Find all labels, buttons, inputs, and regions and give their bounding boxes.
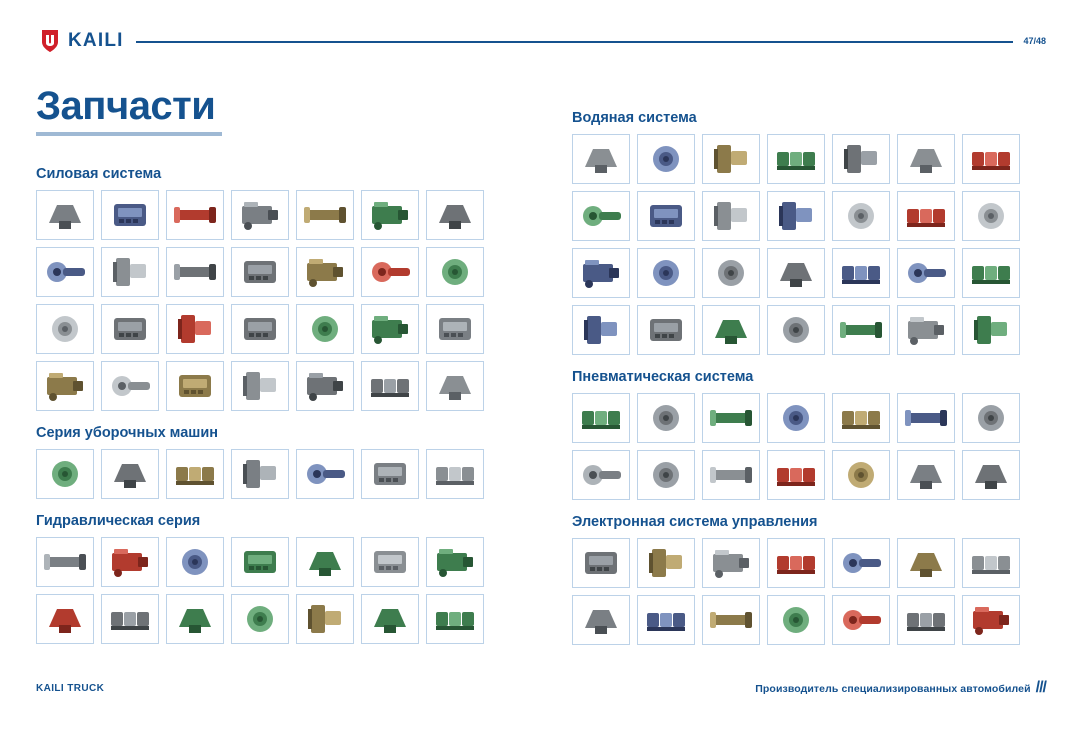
product-thumb-compact-motor-unit[interactable] (166, 247, 224, 297)
section-sweeper-series (36, 425, 506, 499)
header-divider (136, 41, 1014, 43)
product-thumb-pulse-valve[interactable] (832, 450, 890, 500)
product-thumb-drive-shaft[interactable] (36, 304, 94, 354)
product-thumb-red-pump-unit[interactable] (231, 594, 289, 644)
product-thumb-oil-seal-ring[interactable] (166, 304, 224, 354)
product-thumb-pump-assembly[interactable] (231, 247, 289, 297)
product-thumb-control-unit-dark[interactable] (832, 538, 890, 588)
product-thumb-sensor-pair[interactable] (767, 595, 825, 645)
product-thumb-white-tank-cap[interactable] (897, 191, 955, 241)
product-thumb-mounting-bracket[interactable] (36, 361, 94, 411)
product-thumb-air-valve-lever[interactable] (702, 450, 760, 500)
product-thumb-hose-fitting-set[interactable] (166, 594, 224, 644)
product-thumb-red-hydraulic-cylinder[interactable] (426, 594, 484, 644)
product-thumb-pump-head[interactable] (361, 304, 419, 354)
page-header (40, 28, 1046, 54)
product-thumb-sensor-housing[interactable] (231, 304, 289, 354)
product-thumb-curved-spray-arm[interactable] (637, 305, 695, 355)
section-title: Гидравлическая серия (36, 513, 201, 529)
product-thumb-cnc-display-panel[interactable] (897, 538, 955, 588)
product-thumb-pneumatic-solenoid-valve[interactable] (702, 393, 760, 443)
product-thumb-bent-spray-tube[interactable] (572, 191, 630, 241)
right-column (572, 110, 1042, 651)
product-thumb-control-valve-unit[interactable] (897, 595, 955, 645)
product-thumb-water-tank-gauge[interactable] (637, 191, 695, 241)
product-thumb-sweeper-arm-red[interactable] (36, 449, 94, 499)
section-power-system (36, 166, 506, 411)
product-thumb-transmission-housing[interactable] (36, 247, 94, 297)
product-thumb-hydraulic-filter-cylinder[interactable] (231, 537, 289, 587)
product-thumb-chrome-valve-pair[interactable] (702, 305, 760, 355)
product-thumb-spray-wand[interactable] (962, 191, 1020, 241)
page-footer (36, 679, 1046, 697)
footer-tagline-wrap (755, 679, 1046, 697)
page-number: 47/48 (1023, 36, 1046, 46)
product-thumb-aluminum-housing[interactable] (296, 361, 354, 411)
product-thumb-spray-boom-bar[interactable] (897, 305, 955, 355)
product-grid-water-system (572, 134, 1042, 355)
product-thumb-pipe-elbow-grey[interactable] (637, 248, 695, 298)
product-thumb-elbow-fitting-pair[interactable] (36, 594, 94, 644)
product-thumb-water-filter-cartridge[interactable] (897, 134, 955, 184)
product-thumb-black-valve-unit[interactable] (702, 191, 760, 241)
product-thumb-straight-spray-bar[interactable] (767, 305, 825, 355)
page-title-block (36, 86, 222, 136)
product-thumb-arrow-indicator-panel[interactable] (572, 595, 630, 645)
product-thumb-hydraulic-cylinder-chrome[interactable] (426, 537, 484, 587)
product-thumb-pressure-gauge[interactable] (361, 537, 419, 587)
product-thumb-solenoid-valve-blue[interactable] (962, 450, 1020, 500)
product-grid-pneumatic-system (572, 393, 1042, 500)
product-thumb-green-tee-fitting[interactable] (832, 191, 890, 241)
product-thumb-brass-nozzle[interactable] (166, 449, 224, 499)
product-thumb-white-nozzle-lance[interactable] (832, 134, 890, 184)
logo-text: KAILI (68, 30, 124, 51)
product-thumb-controller-black-box[interactable] (572, 538, 630, 588)
product-thumb-telescopic-wand[interactable] (572, 248, 630, 298)
product-thumb-green-hydraulic-cylinder[interactable] (361, 594, 419, 644)
product-thumb-hydraulic-valve-bank[interactable] (36, 537, 94, 587)
section-electronic-control (572, 514, 1042, 645)
product-thumb-gear-pump-brass[interactable] (296, 594, 354, 644)
product-thumb-radiator-core[interactable] (101, 304, 159, 354)
product-thumb-junction-box-grey[interactable] (702, 595, 760, 645)
section-title: Пневматическая система (572, 369, 754, 385)
product-thumb-blue-hose-reel[interactable] (897, 248, 955, 298)
product-thumb-nozzle-comb-bar[interactable] (832, 305, 890, 355)
product-thumb-solenoid-valve-bank[interactable] (637, 393, 695, 443)
product-grid-electronic-control (572, 538, 1042, 645)
product-thumb-blue-fittings-set[interactable] (637, 450, 695, 500)
product-thumb-blue-control-box[interactable] (101, 449, 159, 499)
title-underline (36, 132, 222, 136)
product-thumb-solenoid-water-valve[interactable] (962, 248, 1020, 298)
product-thumb-electric-motor-drive[interactable] (231, 190, 289, 240)
product-thumb-keypad-module[interactable] (767, 538, 825, 588)
product-thumb-blue-solenoid-valves[interactable] (166, 537, 224, 587)
product-thumb-cylinder-pair[interactable] (361, 449, 419, 499)
product-thumb-blue-electric-motor[interactable] (101, 247, 159, 297)
product-grid-sweeper-series (36, 449, 506, 499)
product-grid-hydraulic-series (36, 537, 506, 644)
product-thumb-red-fire-valve[interactable] (767, 134, 825, 184)
product-thumb-air-lubricator[interactable] (572, 450, 630, 500)
product-thumb-flywheel-disc[interactable] (426, 304, 484, 354)
product-thumb-pressure-gauge-round[interactable] (572, 393, 630, 443)
section-water-system (572, 110, 1042, 355)
section-title: Серия уборочных машин (36, 425, 219, 441)
product-thumb-frl-unit-triple[interactable] (897, 450, 955, 500)
section-title: Водяная система (572, 110, 697, 126)
product-thumb-hose-fitting-curved[interactable] (767, 191, 825, 241)
product-thumb-relay-module[interactable] (637, 595, 695, 645)
product-thumb-twin-pump-assembly[interactable] (426, 361, 484, 411)
footer-brand: KAILI TRUCK (36, 682, 105, 694)
product-thumb-hydraulic-fitting[interactable] (296, 537, 354, 587)
product-thumb-water-pump-assembly[interactable] (637, 134, 695, 184)
product-thumb-double-nozzle-bracket[interactable] (572, 305, 630, 355)
product-thumb-air-cylinder-small[interactable] (767, 393, 825, 443)
product-thumb-handheld-probe[interactable] (962, 595, 1020, 645)
product-thumb-copper-coil-ring[interactable] (231, 361, 289, 411)
product-thumb-servo-actuator[interactable] (166, 361, 224, 411)
product-thumb-air-fitting-black[interactable] (832, 393, 890, 443)
product-thumb-terminal-block[interactable] (962, 538, 1020, 588)
product-thumb-reduction-gear[interactable] (166, 190, 224, 240)
product-thumb-high-pressure-pump[interactable] (962, 305, 1020, 355)
section-pneumatic-system (572, 369, 1042, 500)
product-thumb-rubber-bushing[interactable] (296, 247, 354, 297)
product-thumb-control-panel-blue[interactable] (702, 538, 760, 588)
product-thumb-pipe-coupling-ring[interactable] (572, 134, 630, 184)
section-title: Силовая система (36, 166, 162, 182)
left-column (36, 166, 506, 650)
product-thumb-air-filter-regulator[interactable] (767, 450, 825, 500)
footer-slashes: /// (1035, 679, 1046, 696)
product-thumb-battery-pack-black[interactable] (426, 190, 484, 240)
product-thumb-engine-assembly[interactable] (36, 190, 94, 240)
product-grid-power-system (36, 190, 506, 411)
product-thumb-suction-nozzle[interactable] (426, 449, 484, 499)
product-thumb-gearbox-unit[interactable] (101, 190, 159, 240)
page-title: Запчасти (36, 84, 216, 128)
product-thumb-gear-pump[interactable] (361, 361, 419, 411)
product-thumb-blue-gauge-pair[interactable] (702, 248, 760, 298)
product-thumb-round-brush-disc[interactable] (296, 449, 354, 499)
section-hydraulic-series (36, 513, 506, 644)
footer-tagline: Производитель специализированных автомобилей (755, 683, 1031, 695)
product-thumb-valve-manifold-black[interactable] (832, 595, 890, 645)
product-thumb-round-hose-reel-frame[interactable] (767, 248, 825, 298)
product-thumb-battery-pack-module[interactable] (361, 190, 419, 240)
product-thumb-shaft-coupling[interactable] (361, 247, 419, 297)
section-title: Электронная система управления (572, 514, 818, 530)
product-thumb-blue-control-panel[interactable] (832, 248, 890, 298)
product-thumb-brass-water-valve[interactable] (702, 134, 760, 184)
product-thumb-pulley-wheel[interactable] (101, 361, 159, 411)
product-thumb-multi-section-valve[interactable] (101, 537, 159, 587)
product-thumb-motor-with-shaft[interactable] (296, 304, 354, 354)
product-thumb-drive-axle-motor[interactable] (296, 190, 354, 240)
product-thumb-double-rod-cylinder[interactable] (962, 393, 1020, 443)
product-thumb-display-panel[interactable] (637, 538, 695, 588)
product-thumb-red-squeegee-blade[interactable] (231, 449, 289, 499)
product-thumb-hydraulic-valve-block[interactable] (426, 247, 484, 297)
product-thumb-black-water-pump[interactable] (962, 134, 1020, 184)
kaili-shield-icon (40, 29, 60, 53)
product-thumb-pneumatic-cylinder-long[interactable] (897, 393, 955, 443)
product-thumb-manifold-block[interactable] (101, 594, 159, 644)
